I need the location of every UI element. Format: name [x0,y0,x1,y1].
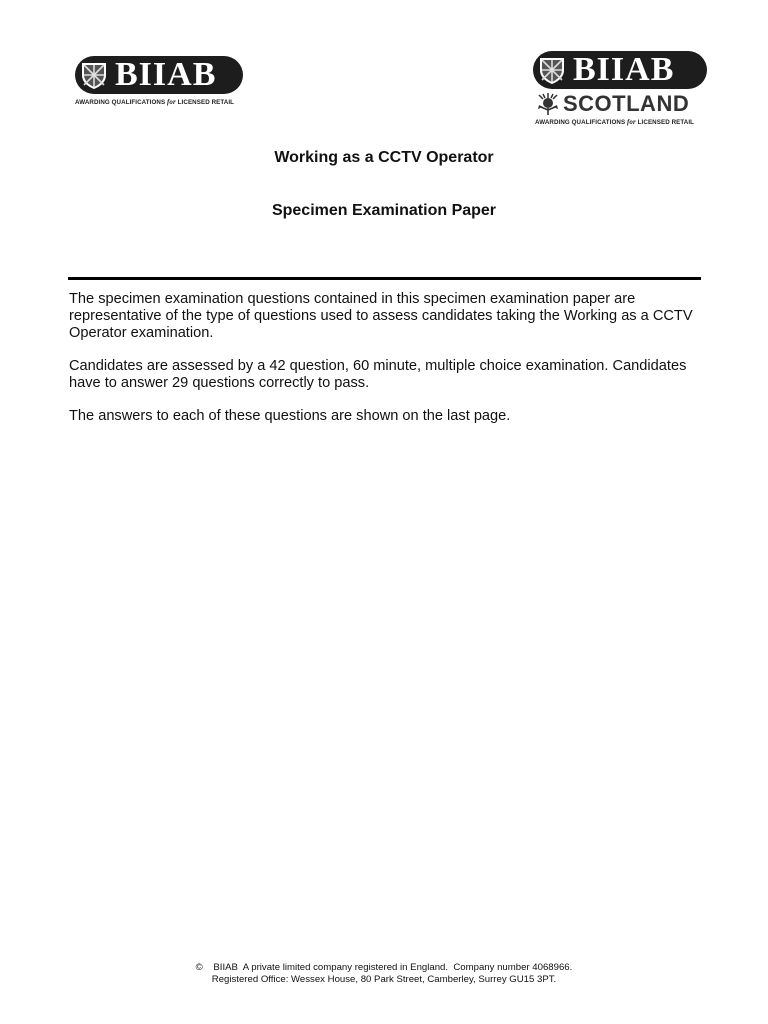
assessment-paragraph: Candidates are assessed by a 42 question, 60 minute, multiple choice examination. Candidates have to answer 29 questions correctly to pass. [69,358,687,391]
brand-name: BIIAB [573,51,675,88]
scotland-row [535,93,707,115]
biiab-logo [75,56,243,106]
logo-tagline: AWARDING QUALIFICATIONS for LICENSED RETAIL [75,98,235,106]
logo-badge [75,56,243,94]
logo-tagline: AWARDING QUALIFICATIONS for LICENSED RETAIL [535,118,695,126]
brand-name: BIIAB [115,56,217,93]
footer-line-address: Registered Office: Wessex House, 80 Park Street, Camberley, Surrey GU15 3PT. [211,973,557,985]
footer-line-copyright: © BIIAB A private limited company registered in England. Company number 4068966. [195,962,573,973]
logo-badge [533,51,707,89]
thistle-icon [535,93,561,115]
answers-paragraph: The answers to each of these questions are shown on the last page. [69,408,511,424]
document-title: Working as a CCTV Operator [274,149,494,166]
horizontal-rule [68,277,701,280]
shield-crest-icon [79,60,109,90]
intro-paragraph: The specimen examination questions contained in this specimen examination paper are representative of the type of questions used to assess candidates taking the Working as a CCTV Operator examination. [69,291,693,341]
shield-crest-icon [537,55,567,85]
biiab-scotland-logo [533,51,707,126]
document-subtitle: Specimen Examination Paper [271,202,497,219]
sub-brand-name: SCOTLAND [563,91,690,116]
footer [0,962,768,985]
